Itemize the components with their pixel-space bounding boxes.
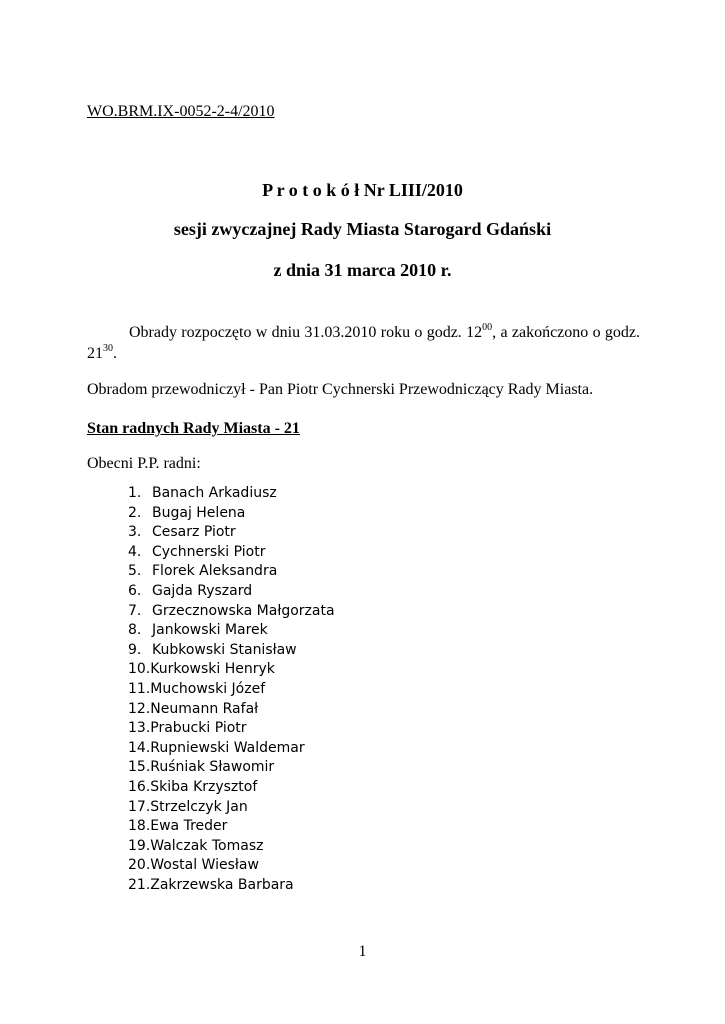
document-reference: WO.BRM.IX-0052-2-4/2010 [87, 103, 275, 120]
list-item [128, 817, 335, 837]
list-item-name: Neumann Rafał [150, 700, 259, 717]
opening-paragraph [87, 322, 640, 364]
list-item-number: 1. [128, 485, 142, 501]
list-item-number: 7. [128, 602, 142, 619]
list-item [128, 602, 335, 622]
list-item [128, 621, 335, 641]
list-item [128, 778, 335, 798]
councillor-list [128, 484, 335, 895]
list-item [128, 680, 335, 700]
list-item-number: 6. [128, 582, 142, 599]
list-item-name: Zakrzewska Barbara [150, 876, 294, 893]
chair-paragraph: Obradom przewodniczył - Pan Piotr Cychnerski Przewodniczący Rady Miasta. [87, 381, 594, 398]
list-item-number: 15. [128, 759, 151, 776]
list-item-name: Cychnerski Piotr [152, 543, 266, 560]
list-item [128, 719, 335, 739]
protocol-title: P r o t o k ó ł Nr LIII/2010 [262, 180, 463, 200]
list-item [128, 739, 335, 759]
section-heading: Stan radnych Rady Miasta - 21 [87, 420, 300, 437]
list-item [128, 504, 335, 524]
list-item-number: 5. [128, 563, 142, 580]
list-item-name: Prabucki Piotr [150, 720, 247, 737]
session-date: z dnia 31 marca 2010 r. [273, 260, 452, 280]
list-item-name: Kubkowski Stanisław [152, 641, 297, 658]
list-item [128, 856, 335, 876]
list-item-number: 3. [128, 524, 142, 541]
list-item-name: Florek Aleksandra [152, 563, 278, 580]
list-item [128, 543, 335, 563]
opening-text-start: Obrady rozpoczęto w dniu 31.03.2010 roku o godz. 12 [129, 324, 483, 341]
list-item [128, 837, 335, 857]
list-item [128, 582, 335, 602]
list-item-number: 13. [128, 720, 151, 737]
list-item-name: Banach Arkadiusz [152, 485, 277, 501]
list-item-number: 20. [128, 857, 151, 874]
list-item-name: Rupniewski Waldemar [150, 739, 305, 756]
list-item [128, 523, 335, 543]
list-item-number: 8. [128, 622, 142, 639]
list-item-name: Skiba Krzysztof [150, 778, 258, 795]
present-label: Obecni P.P. radni: [87, 455, 201, 472]
opening-text-period: . [113, 345, 117, 362]
list-item-name: Muchowski Józef [150, 680, 266, 697]
list-item-name: Gajda Ryszard [152, 582, 253, 599]
list-item [128, 660, 335, 680]
list-item-number: 9. [128, 641, 142, 658]
list-item-name: Walczak Tomasz [150, 837, 264, 854]
list-item-number: 19. [128, 837, 151, 854]
opening-text-end: , a zakończono o godz. 21 [87, 324, 640, 362]
list-item-number: 4. [128, 543, 142, 560]
list-item-number: 14. [128, 739, 151, 756]
list-item [128, 758, 335, 778]
session-title: sesji zwyczajnej Rady Miasta Starogard Gdański [173, 219, 552, 239]
list-item [128, 484, 335, 504]
list-item-name: Kurkowski Henryk [150, 661, 275, 678]
list-item-name: Ruśniak Sławomir [150, 759, 275, 776]
list-item-number: 21. [128, 876, 151, 893]
list-item-name: Jankowski Marek [152, 622, 268, 639]
list-item [128, 641, 335, 661]
list-item-number: 11. [128, 680, 151, 697]
opening-end-minutes: 30 [103, 343, 113, 354]
list-item-name: Ewa Treder [150, 818, 228, 835]
list-item [128, 562, 335, 582]
list-item [128, 700, 335, 720]
list-item-name: Wostal Wiesław [150, 857, 259, 874]
list-item-name: Grzecznowska Małgorzata [152, 602, 335, 619]
page-number: 1 [358, 943, 367, 960]
list-item-name: Strzelczyk Jan [150, 798, 248, 815]
list-item-number: 17. [128, 798, 151, 815]
list-item-number: 18. [128, 818, 151, 835]
list-item-number: 10. [128, 661, 151, 678]
list-item-number: 2. [128, 504, 142, 521]
list-item [128, 798, 335, 818]
opening-start-minutes: 00 [482, 322, 493, 333]
list-item-name: Cesarz Piotr [152, 524, 236, 541]
list-item-number: 12. [128, 700, 151, 717]
list-item [128, 876, 335, 896]
list-item-number: 16. [128, 778, 151, 795]
list-item-name: Bugaj Helena [152, 504, 246, 521]
